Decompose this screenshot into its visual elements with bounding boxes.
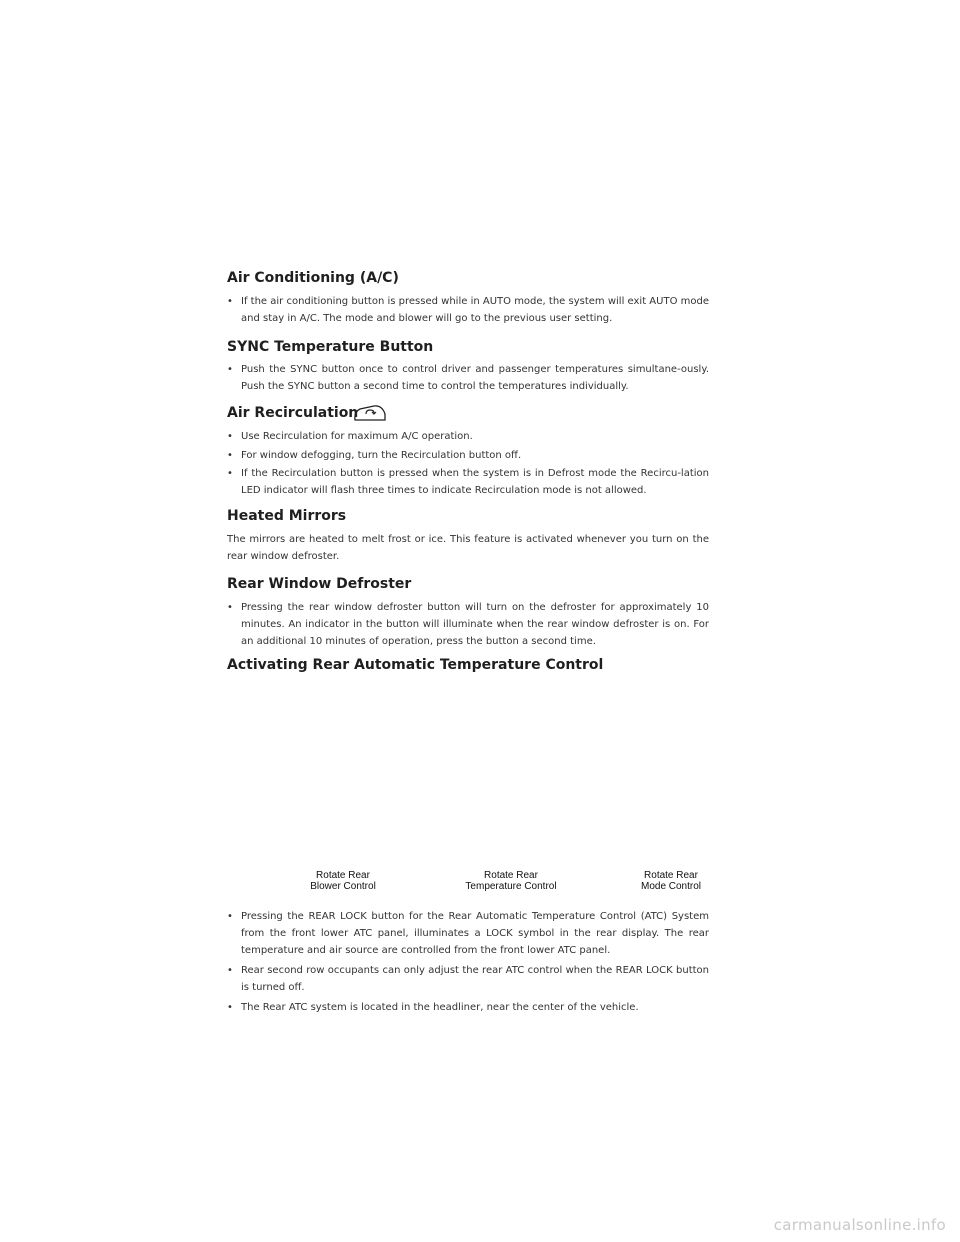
recirculation-icon [352,402,388,424]
bullet-rear-lock: • Pressing the REAR LOCK button for the Rear Automatic Temperature Control (ATC) System from the front lower ATC panel, illuminates a LOCK symbol in the rear display. The rear temperature and air source are controlled from the front lower ATC panel. [227,911,709,956]
bullet-ac-auto: • If the air conditioning button is pressed while in AUTO mode, the system will exit AUTO mode and stay in A/C. The mode and blower will go to the previous user setting. [227,296,709,324]
heading-sync-temperature: SYNC Temperature Button [227,339,434,355]
heated-mirrors-text: The mirrors are heated to melt frost or ice. This feature is activated whenever you turn on the rear window defroster. [227,534,709,562]
heading-heated-mirrors: Heated Mirrors [227,508,347,524]
bullet-rear-atc-location: • The Rear ATC system is located in the headliner, near the center of the vehicle. [227,1002,639,1013]
bullet-recirc-3: • If the Recirculation button is pressed when the system is in Defrost mode the Recircu-lation LED indicator will flash three times to indicate Recirculation mode is not allowed. [227,468,709,496]
footer-watermark: carmanualsonline.info [773,1216,946,1234]
caption-mode-control: Rotate Rear Mode Control [640,870,702,892]
bullet-recirc-1: • Use Recirculation for maximum A/C operation. [227,431,473,442]
caption-temperature-control: Rotate Rear Temperature Control [465,870,557,892]
bullet-defroster: • Pressing the rear window defroster button will turn on the defroster for approximately 10 minutes. An indicator in the button will illuminate when the rear window defroster is on. For an additional 10 minutes of operation, press the button a second time. [227,602,709,647]
heading-rear-atc: Activating Rear Automatic Temperature Control [227,657,604,673]
bullet-rear-occupants: • Rear second row occupants can only adjust the rear ATC control when the REAR LOCK button is turned off. [227,965,709,993]
heading-air-conditioning: Air Conditioning (A/C) [227,270,399,286]
caption-blower-control: Rotate Rear Blower Control [310,870,376,892]
heading-rear-window-defroster: Rear Window Defroster [227,576,412,592]
bullet-recirc-2: • For window defogging, turn the Recirculation button off. [227,450,522,461]
bullet-sync: • Push the SYNC button once to control driver and passenger temperatures simultane-ously. Push the SYNC button a second time to control the temperatures individually. [227,364,709,392]
heading-air-recirculation: Air Recirculation [227,405,359,421]
